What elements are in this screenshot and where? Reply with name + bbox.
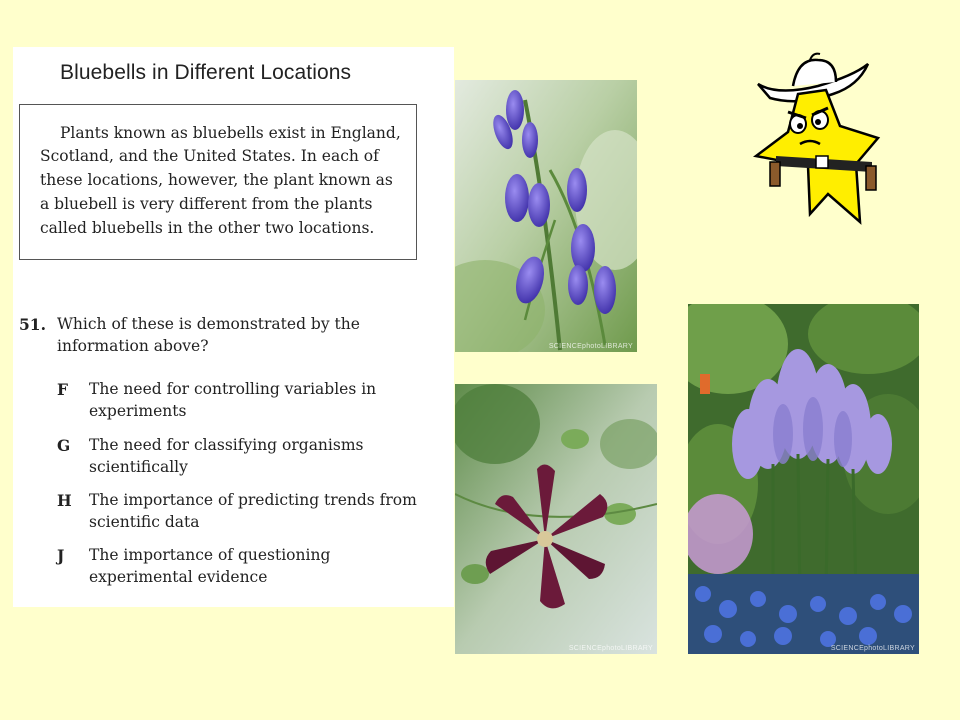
question-text: information above? xyxy=(57,337,209,355)
passage-line: Plants known as bluebells exist in England, xyxy=(60,124,401,142)
bluebell-garden-photo xyxy=(688,304,919,654)
clematis-image xyxy=(455,384,657,654)
option-text: scientifically xyxy=(89,458,188,476)
option-letter: J xyxy=(57,546,65,565)
passage-line: called bluebells in the other two locations. xyxy=(40,219,375,237)
photo-credit: SCIENCEphotoLIBRARY xyxy=(568,645,653,652)
bluebell-closeup-photo xyxy=(455,80,637,352)
option-text: scientific data xyxy=(89,513,200,531)
worksheet-panel xyxy=(13,47,454,607)
bluebell-closeup-image xyxy=(455,80,637,352)
question-text: Which of these is demonstrated by the xyxy=(57,315,360,333)
photo-credit: SCIENCEphotoLIBRARY xyxy=(830,645,915,652)
option-text: The need for classifying organisms xyxy=(89,436,364,454)
bluebell-garden-image xyxy=(688,304,919,654)
option-text: The need for controlling variables in xyxy=(89,380,377,398)
option-text: The importance of questioning xyxy=(89,546,331,564)
cowboy-star-mascot-icon xyxy=(748,46,886,226)
question-number: 51. xyxy=(19,315,46,334)
worksheet-title: Bluebells in Different Locations xyxy=(60,61,352,84)
passage-line: a bluebell is very different from the plants xyxy=(40,195,373,213)
passage-line: these locations, however, the plant known as xyxy=(40,171,393,189)
clematis-photo xyxy=(455,384,657,654)
option-text: experimental evidence xyxy=(89,568,268,586)
photo-credit: SCIENCEphotoLIBRARY xyxy=(548,343,633,350)
passage-box xyxy=(19,104,417,260)
passage-line: Scotland, and the United States. In each of xyxy=(40,147,379,165)
option-letter: G xyxy=(57,436,71,455)
option-text: The importance of predicting trends from xyxy=(89,491,417,509)
option-text: experiments xyxy=(89,402,187,420)
option-letter: H xyxy=(57,491,72,510)
option-letter: F xyxy=(57,380,69,399)
